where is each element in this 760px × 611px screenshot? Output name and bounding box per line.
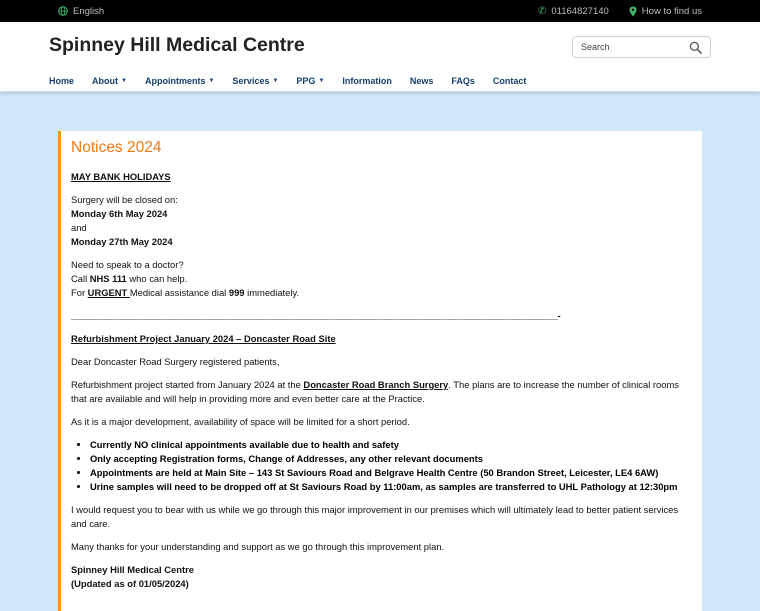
nav-home[interactable] xyxy=(49,76,74,86)
bank-holidays-title: MAY BANK HOLIDAYS xyxy=(71,171,171,182)
urgent-999: 999 xyxy=(228,287,245,298)
phone-number: 01164827140 xyxy=(551,5,609,17)
updated-date: (Updated as of 01/05/2024) xyxy=(71,578,189,589)
major-development: As it is a major development, availability of space will be limited for a short period. xyxy=(71,416,410,427)
site-header xyxy=(0,22,760,92)
urgent-word: URGENT xyxy=(87,287,130,298)
refurb-pre: Refurbishment project started from January 2024 at the xyxy=(71,379,304,390)
phone-icon: ✆ xyxy=(537,5,547,17)
list-item: • Urine samples will need to be dropped off at St Saviours Road by 11:00am, as samples are transferred to UHL Pathology at 12:30pm xyxy=(90,480,692,494)
language-selector[interactable] xyxy=(58,6,104,17)
notices-card xyxy=(58,131,702,611)
call-nhs-line xyxy=(71,272,692,286)
urgent-line xyxy=(71,286,692,300)
top-bar xyxy=(0,0,760,22)
caret-down-icon: ▼ xyxy=(208,78,215,84)
nav-appointments[interactable] xyxy=(145,76,214,86)
dear-patients: Dear Doncaster Road Surgery registered patients, xyxy=(71,356,280,367)
nav-contact[interactable] xyxy=(493,76,527,86)
divider-line: ___________________________________________________________________________________________________- xyxy=(71,310,561,321)
closed-and: and xyxy=(71,222,87,233)
caret-down-icon: ▼ xyxy=(121,78,127,84)
nav-faqs-label: FAQs xyxy=(451,76,475,86)
urgent-post: immediately. xyxy=(244,287,300,298)
doctor-question: Need to speak to a doctor? xyxy=(71,259,184,270)
nav-news-label: News xyxy=(409,76,434,86)
main-nav xyxy=(49,73,544,89)
refurb-title: Refurbishment Project January 2024 – Doncaster Road Site xyxy=(71,333,336,344)
call-post: who can help. xyxy=(126,273,188,284)
bear-with-us: I would request you to bear with us while we go through this major improvement in our premises which will ultimately lead to better patient services and care. xyxy=(71,504,679,529)
caret-down-icon: ▼ xyxy=(272,78,279,84)
nav-about[interactable] xyxy=(92,76,127,86)
urgent-pre: For xyxy=(71,287,88,298)
site-title[interactable]: Spinney Hill Medical Centre xyxy=(49,34,305,56)
phone-link[interactable] xyxy=(538,6,609,17)
caret-down-icon: ▼ xyxy=(318,78,325,84)
nav-ppg[interactable] xyxy=(296,76,324,86)
nav-information-label: Information xyxy=(342,76,392,86)
doncaster-road-link[interactable]: Doncaster Road Branch Surgery xyxy=(303,379,449,390)
urgent-mid: Medical assistance dial xyxy=(129,287,229,298)
nav-appointments-label: Appointments xyxy=(144,76,206,86)
search-input[interactable] xyxy=(581,42,689,52)
nav-faqs[interactable] xyxy=(451,76,475,86)
list-item: • Currently NO clinical appointments available due to health and safety xyxy=(90,438,692,452)
search-box[interactable] xyxy=(572,36,711,58)
closed-intro: Surgery will be closed on: xyxy=(71,194,178,205)
find-us-link[interactable] xyxy=(629,6,702,17)
nhs-111: NHS 111 xyxy=(89,273,127,284)
notice-bullet-list xyxy=(90,438,692,494)
nav-services[interactable] xyxy=(232,76,278,86)
nav-about-label: About xyxy=(92,76,119,86)
refurb-paragraph xyxy=(71,378,692,406)
find-us-label: How to find us xyxy=(641,5,702,17)
language-label: English xyxy=(73,5,105,17)
page-title: Notices 2024 xyxy=(71,139,162,156)
nav-information[interactable] xyxy=(342,76,392,86)
signoff: Spinney Hill Medical Centre xyxy=(71,564,194,575)
nav-services-label: Services xyxy=(232,76,270,86)
list-item: • Only accepting Registration forms, Change of Addresses, any other relevant documents xyxy=(90,452,692,466)
closed-date-2: Monday 27th May 2024 xyxy=(71,236,173,247)
refurb-post: . The plans are to increase the number of clinical rooms that are available and will help in providing more and even better care at the Practice. xyxy=(71,379,679,404)
nav-ppg-label: PPG xyxy=(296,76,316,86)
nav-news[interactable] xyxy=(410,76,434,86)
nav-home-label: Home xyxy=(49,76,75,86)
location-pin-icon xyxy=(629,6,637,17)
list-item: • Appointments are held at Main Site – 143 St Saviours Road and Belgrave Health Centre (50 Brandon Street, Leicester, LE4 6AW) xyxy=(90,466,692,480)
thanks: Many thanks for your understanding and support as we go through this improvement plan. xyxy=(71,541,445,552)
nav-contact-label: Contact xyxy=(492,76,527,86)
closed-date-1: Monday 6th May 2024 xyxy=(71,208,168,219)
globe-icon xyxy=(58,6,68,16)
search-icon[interactable] xyxy=(689,41,702,54)
call-pre: Call xyxy=(71,273,90,284)
